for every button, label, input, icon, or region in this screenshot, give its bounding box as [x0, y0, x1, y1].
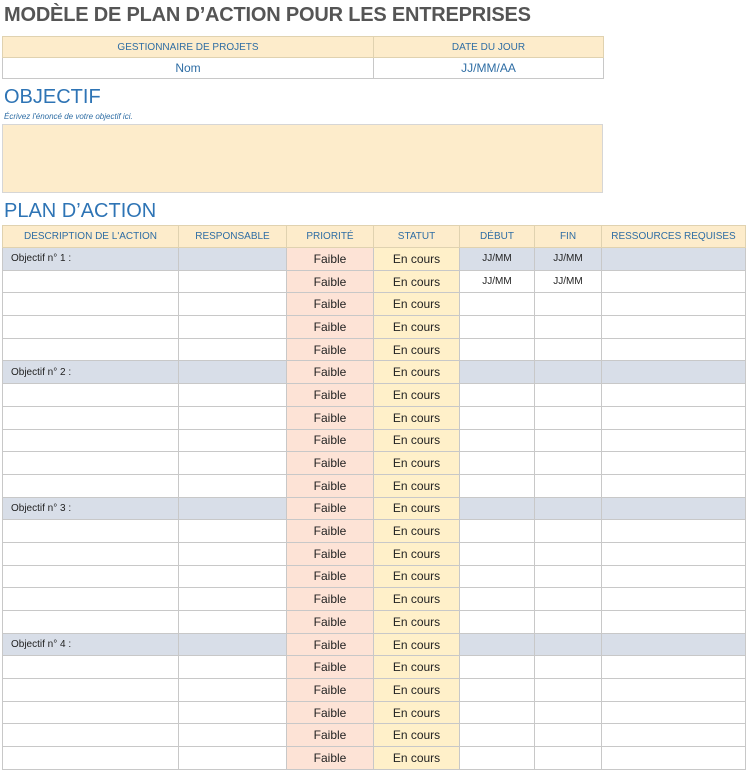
status-cell[interactable]: En cours [374, 316, 460, 339]
status-cell[interactable]: En cours [374, 270, 460, 293]
status-cell[interactable]: En cours [374, 361, 460, 384]
priority-cell[interactable]: Faible [287, 270, 374, 293]
action-description-cell[interactable]: Objectif n° 2 : [3, 361, 179, 384]
responsible-cell[interactable] [179, 406, 287, 429]
responsible-cell[interactable] [179, 270, 287, 293]
status-cell[interactable]: En cours [374, 701, 460, 724]
end-date-cell[interactable] [535, 588, 602, 611]
responsible-cell[interactable] [179, 520, 287, 543]
start-date-cell[interactable] [460, 497, 535, 520]
resources-cell[interactable] [602, 520, 746, 543]
column-header-priority: PRIORITÉ [287, 226, 374, 248]
responsible-cell[interactable] [179, 588, 287, 611]
end-date-cell[interactable] [535, 406, 602, 429]
action-row [3, 452, 746, 475]
resources-cell[interactable] [602, 270, 746, 293]
action-description-cell[interactable]: Objectif n° 1 : [3, 248, 179, 271]
priority-cell[interactable]: Faible [287, 338, 374, 361]
end-date-cell[interactable] [535, 656, 602, 679]
resources-cell[interactable] [602, 656, 746, 679]
action-row [3, 270, 746, 293]
start-date-cell[interactable] [460, 747, 535, 770]
priority-cell[interactable]: Faible [287, 542, 374, 565]
responsible-cell[interactable] [179, 316, 287, 339]
action-description-cell[interactable] [3, 429, 179, 452]
action-description-cell[interactable] [3, 747, 179, 770]
priority-cell[interactable]: Faible [287, 747, 374, 770]
start-date-cell[interactable] [460, 474, 535, 497]
priority-cell[interactable]: Faible [287, 293, 374, 316]
action-description-cell[interactable] [3, 406, 179, 429]
end-date-cell[interactable] [535, 542, 602, 565]
end-date-cell[interactable]: JJ/MM [535, 270, 602, 293]
start-date-cell[interactable] [460, 542, 535, 565]
priority-cell[interactable]: Faible [287, 452, 374, 475]
objective-heading: OBJECTIF [4, 86, 101, 108]
project-info-value-row [3, 58, 604, 79]
objective-row [3, 361, 746, 384]
status-cell[interactable]: En cours [374, 747, 460, 770]
priority-cell[interactable]: Faible [287, 384, 374, 407]
end-date-cell[interactable] [535, 724, 602, 747]
project-manager-cell[interactable]: Nom [3, 58, 374, 79]
priority-cell[interactable]: Faible [287, 248, 374, 271]
action-description-cell[interactable] [3, 293, 179, 316]
project-manager-header: GESTIONNAIRE DE PROJETS [3, 37, 374, 58]
start-date-cell[interactable] [460, 316, 535, 339]
action-plan-heading: PLAN D’ACTION [4, 200, 157, 222]
responsible-cell[interactable] [179, 611, 287, 634]
action-plan-body [3, 248, 746, 770]
responsible-cell[interactable] [179, 338, 287, 361]
page-title: MODÈLE DE PLAN D’ACTION POUR LES ENTREPRISES [4, 4, 531, 26]
end-date-cell[interactable] [535, 474, 602, 497]
resources-cell[interactable] [602, 474, 746, 497]
action-row [3, 429, 746, 452]
priority-cell[interactable]: Faible [287, 406, 374, 429]
action-row [3, 565, 746, 588]
responsible-cell[interactable] [179, 747, 287, 770]
responsible-cell[interactable] [179, 724, 287, 747]
responsible-cell[interactable] [179, 656, 287, 679]
responsible-cell[interactable] [179, 429, 287, 452]
responsible-cell[interactable] [179, 293, 287, 316]
start-date-cell[interactable] [460, 361, 535, 384]
action-row [3, 338, 746, 361]
status-cell[interactable]: En cours [374, 679, 460, 702]
action-row [3, 520, 746, 543]
status-cell[interactable]: En cours [374, 588, 460, 611]
end-date-cell[interactable] [535, 338, 602, 361]
column-header-status: STATUT [374, 226, 460, 248]
action-description-cell[interactable] [3, 724, 179, 747]
responsible-cell[interactable] [179, 384, 287, 407]
action-row [3, 588, 746, 611]
resources-cell[interactable] [602, 611, 746, 634]
end-date-cell[interactable] [535, 679, 602, 702]
action-description-cell[interactable] [3, 338, 179, 361]
objective-row [3, 248, 746, 271]
action-description-cell[interactable] [3, 316, 179, 339]
priority-cell[interactable]: Faible [287, 724, 374, 747]
action-plan-header-row [3, 226, 746, 248]
action-row [3, 316, 746, 339]
action-row [3, 474, 746, 497]
end-date-cell[interactable] [535, 429, 602, 452]
action-row [3, 679, 746, 702]
end-date-cell[interactable] [535, 293, 602, 316]
end-date-cell[interactable] [535, 316, 602, 339]
resources-cell[interactable] [602, 452, 746, 475]
priority-cell[interactable]: Faible [287, 611, 374, 634]
current-date-header: DATE DU JOUR [374, 37, 604, 58]
start-date-cell[interactable] [460, 611, 535, 634]
resources-cell[interactable] [602, 384, 746, 407]
action-description-cell[interactable] [3, 701, 179, 724]
action-row [3, 384, 746, 407]
responsible-cell[interactable] [179, 452, 287, 475]
action-description-cell[interactable] [3, 656, 179, 679]
action-description-cell[interactable] [3, 452, 179, 475]
resources-cell[interactable] [602, 633, 746, 656]
objective-row [3, 497, 746, 520]
status-cell[interactable]: En cours [374, 429, 460, 452]
action-row [3, 724, 746, 747]
end-date-cell[interactable] [535, 361, 602, 384]
responsible-cell[interactable] [179, 633, 287, 656]
project-info-table [2, 36, 604, 79]
end-date-cell[interactable] [535, 565, 602, 588]
objective-hint: Écrivez l'énoncé de votre objectif ici. [4, 112, 133, 121]
end-date-cell[interactable] [535, 701, 602, 724]
project-info-header-row [3, 37, 604, 58]
status-cell[interactable]: En cours [374, 384, 460, 407]
start-date-cell[interactable] [460, 701, 535, 724]
end-date-cell[interactable] [535, 520, 602, 543]
responsible-cell[interactable] [179, 542, 287, 565]
status-cell[interactable]: En cours [374, 542, 460, 565]
action-row [3, 542, 746, 565]
responsible-cell[interactable] [179, 474, 287, 497]
resources-cell[interactable] [602, 679, 746, 702]
start-date-cell[interactable]: JJ/MM [460, 270, 535, 293]
objective-statement-box[interactable] [2, 124, 603, 193]
resources-cell[interactable] [602, 701, 746, 724]
responsible-cell[interactable] [179, 701, 287, 724]
end-date-cell[interactable] [535, 384, 602, 407]
start-date-cell[interactable] [460, 429, 535, 452]
priority-cell[interactable]: Faible [287, 474, 374, 497]
action-plan-table [2, 225, 746, 770]
priority-cell[interactable]: Faible [287, 633, 374, 656]
resources-cell[interactable] [602, 429, 746, 452]
column-header-description: DESCRIPTION DE L'ACTION [3, 226, 179, 248]
action-description-cell[interactable] [3, 542, 179, 565]
status-cell[interactable]: En cours [374, 338, 460, 361]
column-header-end: FIN [535, 226, 602, 248]
status-cell[interactable]: En cours [374, 406, 460, 429]
priority-cell[interactable]: Faible [287, 316, 374, 339]
action-row [3, 747, 746, 770]
status-cell[interactable]: En cours [374, 497, 460, 520]
column-header-responsible: RESPONSABLE [179, 226, 287, 248]
action-description-cell[interactable]: Objectif n° 3 : [3, 497, 179, 520]
action-description-cell[interactable] [3, 588, 179, 611]
action-description-cell[interactable] [3, 565, 179, 588]
start-date-cell[interactable] [460, 679, 535, 702]
resources-cell[interactable] [602, 406, 746, 429]
resources-cell[interactable] [602, 588, 746, 611]
start-date-cell[interactable] [460, 384, 535, 407]
status-cell[interactable]: En cours [374, 656, 460, 679]
status-cell[interactable]: En cours [374, 474, 460, 497]
status-cell[interactable]: En cours [374, 633, 460, 656]
resources-cell[interactable] [602, 316, 746, 339]
priority-cell[interactable]: Faible [287, 520, 374, 543]
priority-cell[interactable]: Faible [287, 565, 374, 588]
end-date-cell[interactable]: JJ/MM [535, 248, 602, 271]
action-description-cell[interactable] [3, 679, 179, 702]
start-date-cell[interactable]: JJ/MM [460, 248, 535, 271]
priority-cell[interactable]: Faible [287, 588, 374, 611]
column-header-start: DÉBUT [460, 226, 535, 248]
action-description-cell[interactable] [3, 384, 179, 407]
action-description-cell[interactable] [3, 474, 179, 497]
start-date-cell[interactable] [460, 520, 535, 543]
action-row [3, 611, 746, 634]
action-description-cell[interactable] [3, 270, 179, 293]
status-cell[interactable]: En cours [374, 248, 460, 271]
start-date-cell[interactable] [460, 656, 535, 679]
priority-cell[interactable]: Faible [287, 497, 374, 520]
priority-cell[interactable]: Faible [287, 701, 374, 724]
start-date-cell[interactable] [460, 293, 535, 316]
resources-cell[interactable] [602, 542, 746, 565]
start-date-cell[interactable] [460, 406, 535, 429]
priority-cell[interactable]: Faible [287, 429, 374, 452]
action-description-cell[interactable] [3, 520, 179, 543]
end-date-cell[interactable] [535, 497, 602, 520]
action-description-cell[interactable] [3, 611, 179, 634]
action-row [3, 701, 746, 724]
responsible-cell[interactable] [179, 248, 287, 271]
resources-cell[interactable] [602, 724, 746, 747]
status-cell[interactable]: En cours [374, 520, 460, 543]
start-date-cell[interactable] [460, 338, 535, 361]
resources-cell[interactable] [602, 497, 746, 520]
start-date-cell[interactable] [460, 565, 535, 588]
resources-cell[interactable] [602, 293, 746, 316]
start-date-cell[interactable] [460, 452, 535, 475]
resources-cell[interactable] [602, 248, 746, 271]
status-cell[interactable]: En cours [374, 724, 460, 747]
responsible-cell[interactable] [179, 565, 287, 588]
end-date-cell[interactable] [535, 633, 602, 656]
resources-cell[interactable] [602, 361, 746, 384]
end-date-cell[interactable] [535, 452, 602, 475]
action-row [3, 656, 746, 679]
start-date-cell[interactable] [460, 633, 535, 656]
start-date-cell[interactable] [460, 724, 535, 747]
action-row [3, 406, 746, 429]
priority-cell[interactable]: Faible [287, 656, 374, 679]
priority-cell[interactable]: Faible [287, 679, 374, 702]
action-row [3, 293, 746, 316]
status-cell[interactable]: En cours [374, 611, 460, 634]
status-cell[interactable]: En cours [374, 293, 460, 316]
end-date-cell[interactable] [535, 747, 602, 770]
resources-cell[interactable] [602, 747, 746, 770]
status-cell[interactable]: En cours [374, 565, 460, 588]
responsible-cell[interactable] [179, 679, 287, 702]
responsible-cell[interactable] [179, 497, 287, 520]
column-header-resources: RESSOURCES REQUISES [602, 226, 746, 248]
resources-cell[interactable] [602, 338, 746, 361]
status-cell[interactable]: En cours [374, 452, 460, 475]
objective-row [3, 633, 746, 656]
priority-cell[interactable]: Faible [287, 361, 374, 384]
end-date-cell[interactable] [535, 611, 602, 634]
start-date-cell[interactable] [460, 588, 535, 611]
responsible-cell[interactable] [179, 361, 287, 384]
current-date-cell[interactable]: JJ/MM/AA [374, 58, 604, 79]
resources-cell[interactable] [602, 565, 746, 588]
action-description-cell[interactable]: Objectif n° 4 : [3, 633, 179, 656]
